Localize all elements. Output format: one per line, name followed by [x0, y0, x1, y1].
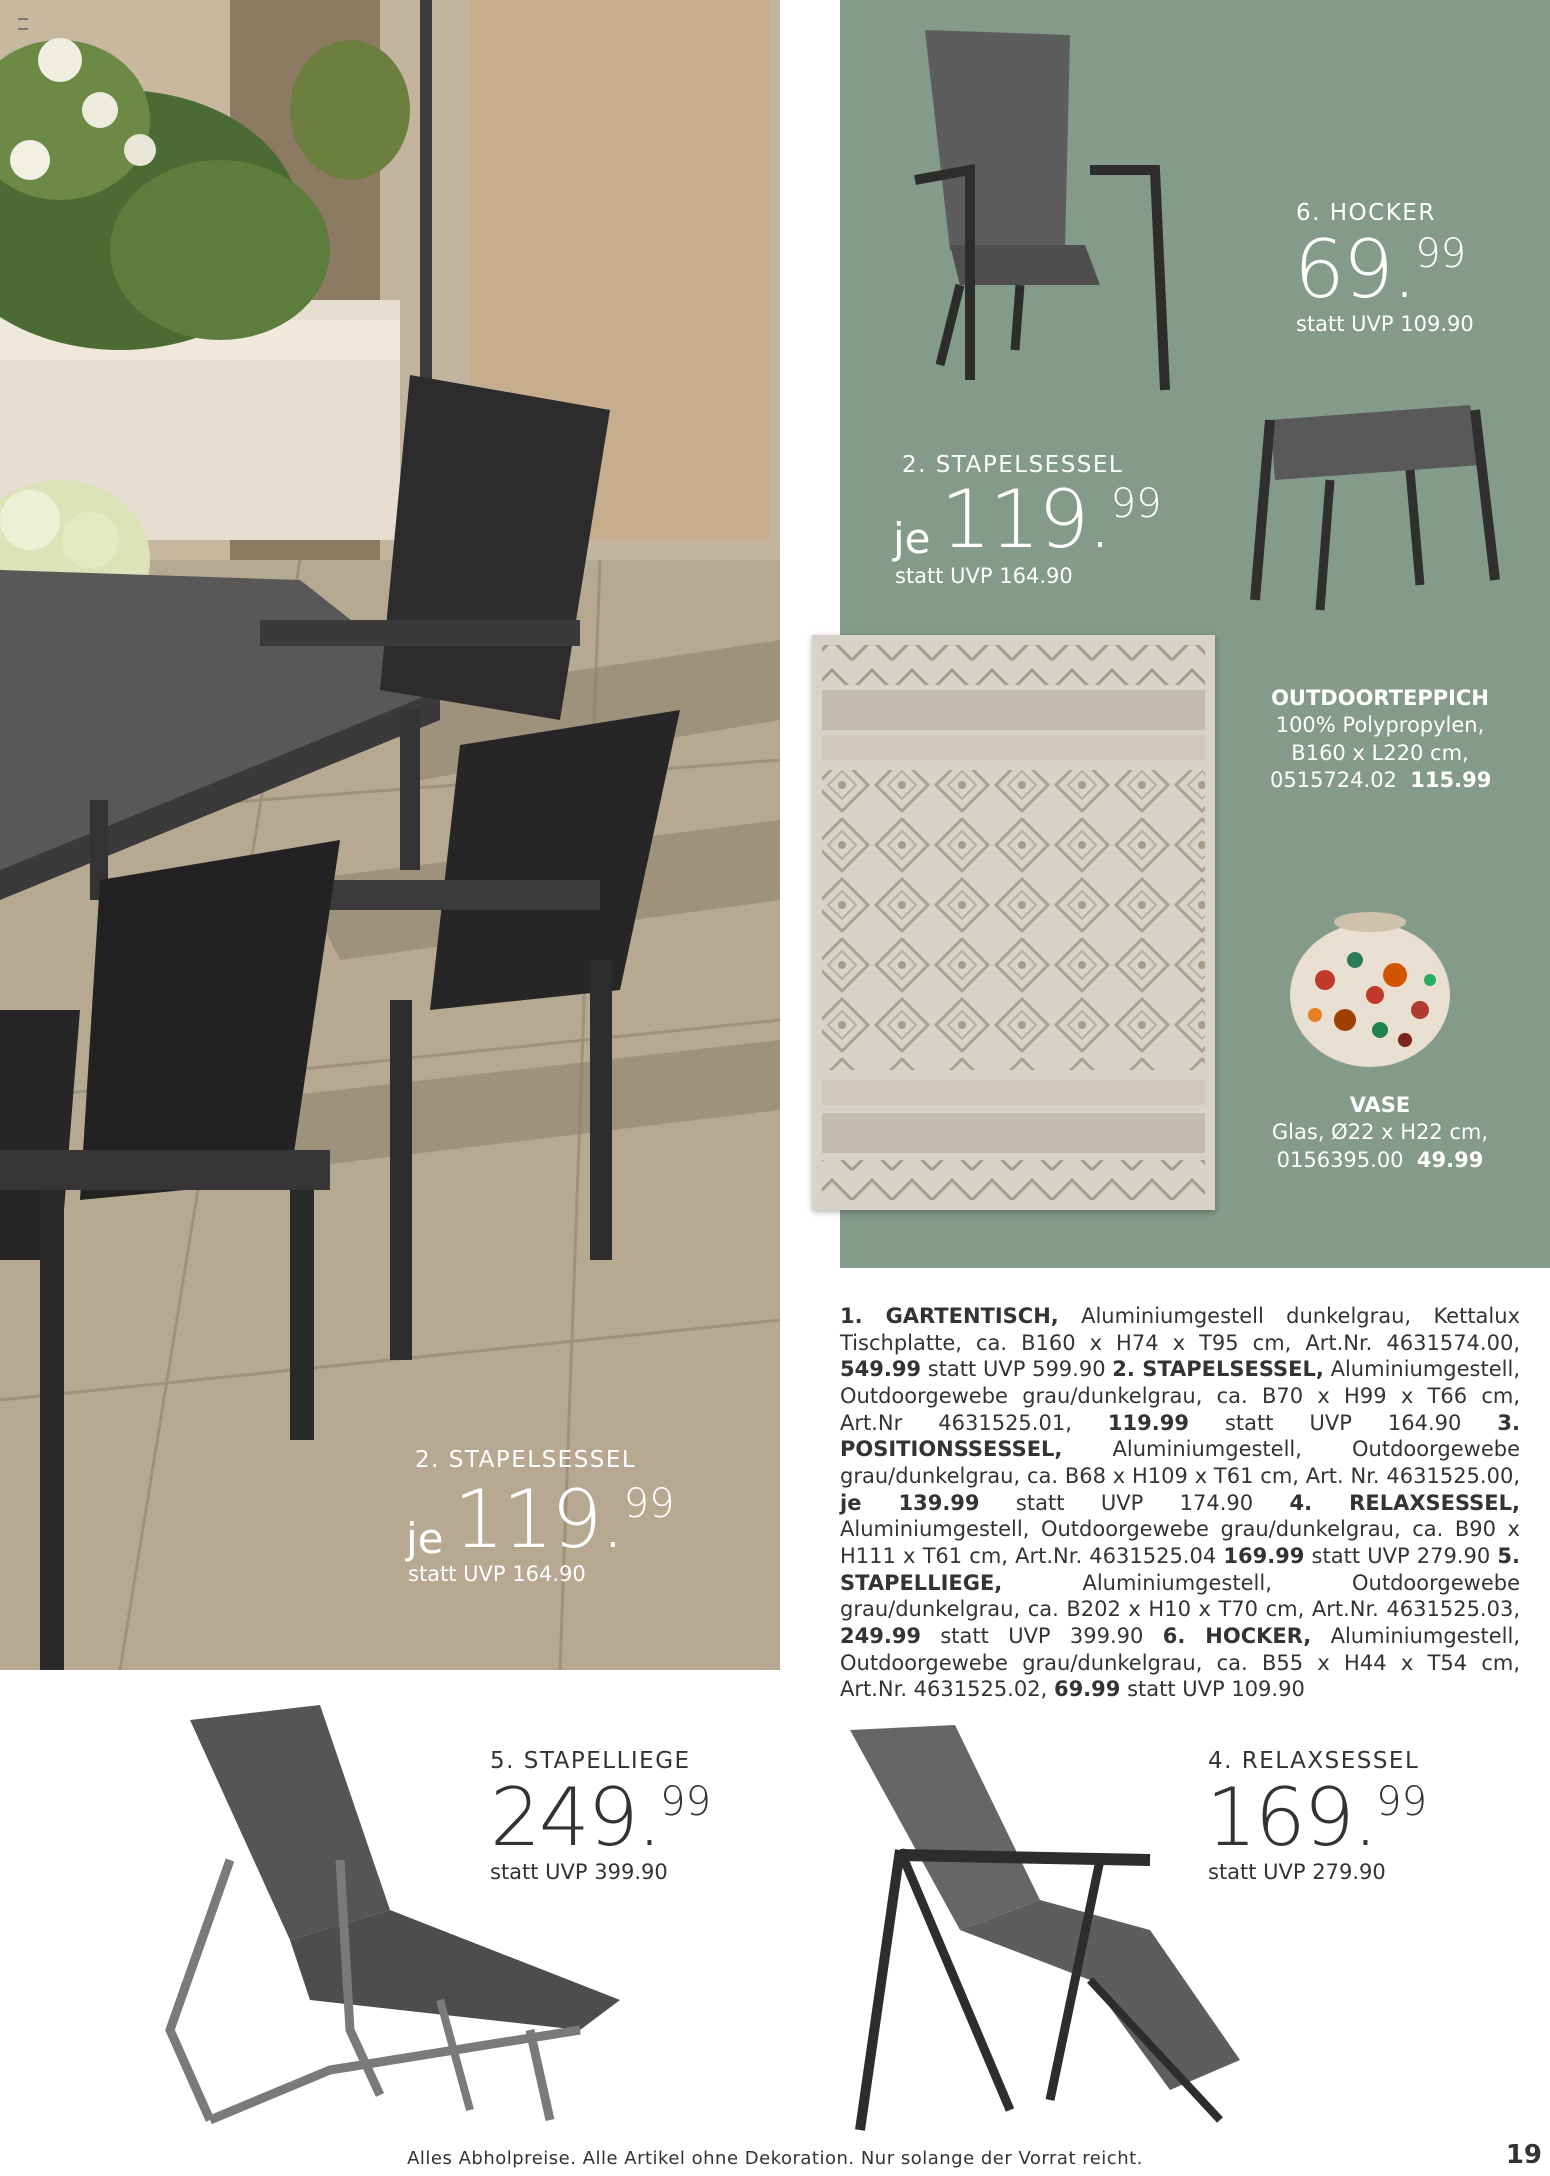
page-number: 19 — [1505, 2140, 1542, 2170]
desc-statt: statt UVP 399.90 — [921, 1623, 1163, 1648]
price-cents: 99 — [1415, 231, 1467, 277]
je-prefix: je — [893, 514, 931, 563]
vase-artnr: 0156395.00 — [1276, 1147, 1404, 1172]
teppich-price: 115.99 — [1410, 767, 1492, 792]
footer-disclaimer: Alles Abholpreise. Alle Artikel ohne Dekoration. Nur solange der Vorrat reicht. — [407, 2148, 1143, 2169]
price-main: 169. — [1206, 1771, 1377, 1864]
hero-offer-price — [406, 1473, 675, 1566]
price-main: 69. — [1294, 223, 1416, 316]
price-cents: 99 — [660, 1779, 712, 1825]
je-prefix: je — [406, 1514, 444, 1563]
stapelsessel-product-image — [900, 20, 1230, 400]
desc-title-stapelsessel: 2. STAPELSESSEL, — [1112, 1357, 1324, 1382]
desc-statt: statt UVP 599.90 — [921, 1357, 1113, 1382]
teppich-title: OUTDOORTEPPICH — [1271, 686, 1489, 710]
desc-title-hocker: 6. HOCKER, — [1162, 1623, 1312, 1648]
price-main: 119. — [453, 1473, 624, 1566]
hero-photo — [0, 0, 780, 1670]
desc-text: Aluminiumgestell, Outdoorgewebe grau/dunkelgrau, ca. B202 x H10 x T70 cm, Art.Nr. 4631525.03, — [840, 1570, 1520, 1622]
hero-offer-label: 2. STAPELSESSEL — [415, 1447, 637, 1473]
hocker-price — [1294, 223, 1467, 316]
desc-text: Aluminiumgestell, Outdoorgewebe grau/dunkelgrau, ca. B68 x H109 x T61 cm, Art. Nr. 4631525.00, — [840, 1437, 1520, 1488]
desc-statt: statt UVP 164.90 — [1188, 1410, 1498, 1435]
price-main: 119. — [940, 473, 1111, 566]
price-main: 249. — [490, 1771, 661, 1864]
vase-price: 49.99 — [1416, 1147, 1484, 1172]
desc-title-gartentisch: 1. GARTENTISCH, — [840, 1304, 1059, 1328]
teppich-size: B160 x L220 cm, — [1291, 740, 1469, 765]
stapelliege-price — [490, 1771, 712, 1864]
outdoor-rug-image — [812, 635, 1215, 1210]
vase-product-image — [1285, 900, 1455, 1070]
product-description — [840, 1303, 1520, 1703]
patio-scene-illustration — [0, 0, 780, 1670]
relaxsessel-product-image — [840, 1720, 1260, 2140]
teppich-info — [1270, 685, 1490, 794]
teppich-material: 100% Polypropylen, — [1275, 713, 1485, 738]
hero-offer-statt: statt UVP 164.90 — [408, 1562, 586, 1586]
desc-price: 119.99 — [1107, 1410, 1189, 1435]
teppich-artnr: 0515724.02 — [1270, 767, 1397, 792]
desc-text: Aluminiumgestell dunkelgrau, Kettalux Tischplatte, ca. B160 x H74 x T95 cm, Art.Nr. 4631574.00, — [840, 1304, 1520, 1355]
price-cents: 99 — [623, 1481, 675, 1527]
relaxsessel-statt: statt UVP 279.90 — [1208, 1860, 1386, 1884]
price-cents: 99 — [1376, 1779, 1428, 1825]
relaxsessel-label: 4. RELAXSESSEL — [1208, 1748, 1420, 1774]
desc-price: 249.99 — [840, 1623, 922, 1648]
desc-text: Aluminiumgestell, Outdoorgewebe grau/dunkelgrau, ca. B55 x H44 x T54 cm, Art.Nr. 4631525.02, — [840, 1623, 1521, 1702]
desc-statt: statt UVP 174.90 — [979, 1490, 1290, 1515]
vase-material: Glas, Ø22 x H22 cm, — [1271, 1120, 1489, 1145]
stapelliege-statt: statt UVP 399.90 — [490, 1860, 668, 1884]
stapelsessel-label: 2. STAPELSESSEL — [902, 452, 1124, 478]
relaxsessel-price — [1206, 1771, 1428, 1864]
desc-text: Aluminiumgestell, Outdoorgewebe grau/dunkelgrau, ca. B90 x H111 x T61 cm, Art.Nr. 4631525.04 — [840, 1517, 1520, 1568]
desc-statt: statt UVP 279.90 — [1304, 1543, 1498, 1568]
desc-price: 549.99 — [840, 1357, 922, 1382]
desc-title-positionssessel: 3. POSITIONSSESSEL, — [840, 1410, 1520, 1462]
desc-price: je 139.99 — [840, 1490, 980, 1515]
hocker-product-image — [1250, 400, 1500, 615]
desc-statt: statt UVP 109.90 — [1120, 1677, 1305, 1702]
desc-title-stapelliege: 5. STAPELLIEGE, — [840, 1543, 1520, 1595]
vase-title: VASE — [1349, 1093, 1411, 1117]
desc-text: Aluminiumgestell, Outdoorgewebe grau/dunkelgrau, ca. B70 x H99 x T66 cm, Art.Nr 4631525.01, — [840, 1357, 1520, 1435]
hocker-statt: statt UVP 109.90 — [1296, 312, 1474, 336]
stapelliege-label: 5. STAPELLIEGE — [490, 1748, 691, 1774]
desc-price: 69.99 — [1053, 1677, 1121, 1702]
vase-info — [1250, 1092, 1510, 1174]
hocker-label: 6. HOCKER — [1296, 200, 1436, 226]
price-cents: 99 — [1110, 481, 1162, 527]
desc-title-relaxsessel: 4. RELAXSESSEL, — [1289, 1490, 1520, 1515]
desc-price: 169.99 — [1223, 1543, 1305, 1568]
stapelsessel-price — [893, 473, 1162, 566]
menu-icon — [18, 18, 28, 30]
stapelsessel-statt: statt UVP 164.90 — [895, 564, 1073, 588]
